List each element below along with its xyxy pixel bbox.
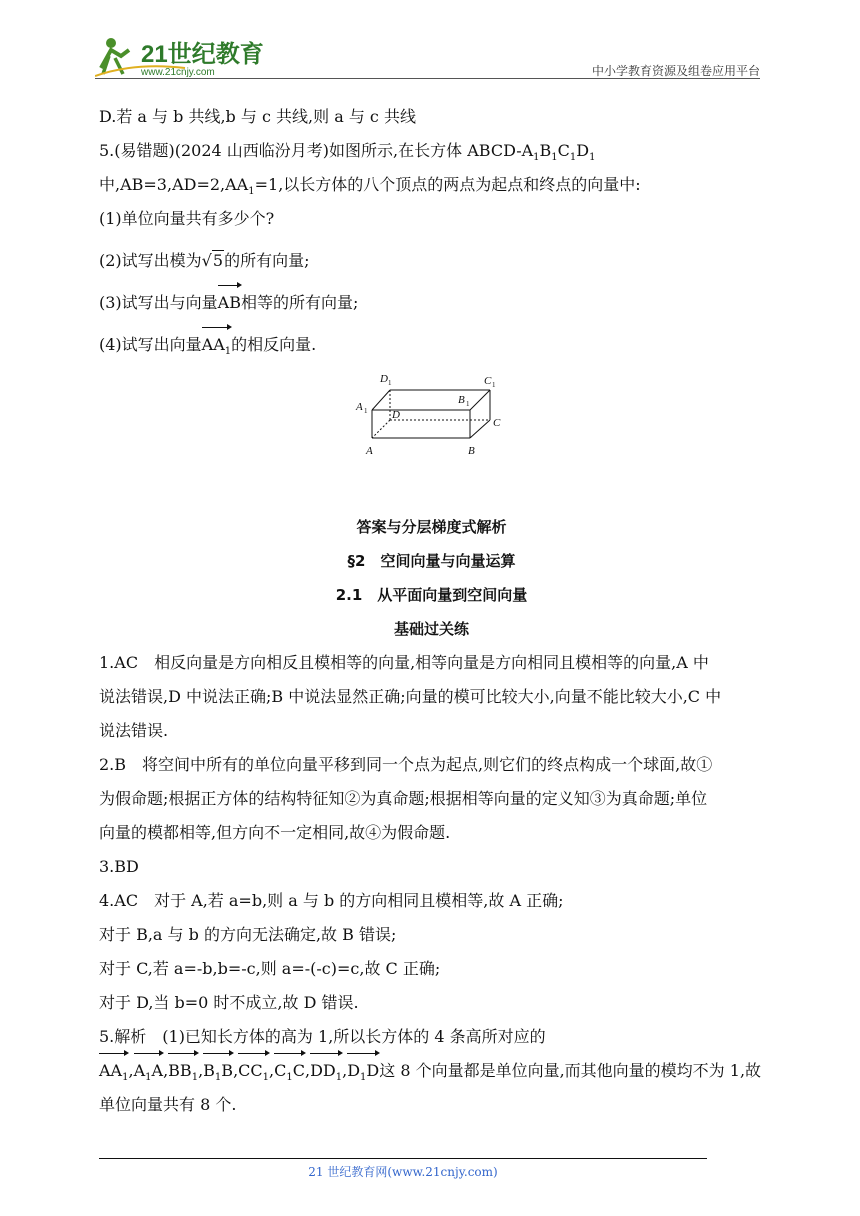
answer-2-line-2: 为假命题;根据正方体的结构特征知②为真命题;根据相等向量的定义知③为真命题;单位 <box>99 789 708 808</box>
question-5-intro: 5.(易错题)(2024 山西临汾月考)如图所示,在长方体 ABCD-$A_1B_1C_1D_1$ <box>99 141 596 164</box>
answer-2-line-1: 2.B 将空间中所有的单位向量平移到同一个点为起点,则它们的终点构成一个球面,故① <box>99 755 713 774</box>
label-a: A <box>366 445 373 457</box>
question-5-cont: 中$,AB=3,AD=2,AA_1=1$,以长方体的八个顶点的两点为起点和终点的向量中: <box>99 175 641 198</box>
footer-text: 21 世纪教育网(www.21cnjy.com) <box>308 1165 498 1179</box>
header-rule <box>95 78 760 79</box>
q2-text-a: (2)试写出模为 <box>99 251 202 270</box>
document-body <box>99 100 764 1122</box>
answer-5-vectors: $AA_1,A_1A,BB_1,B_1B,CC_1,C_1C,DD_1,D_1D$这 8 个向量都是单位向量,而其他向量的模均不为 1,故 <box>99 1054 764 1088</box>
logo-url: www.21cnjy.com <box>141 67 215 78</box>
q5-text-a: 5.(易错题)(2024 山西临汾月考)如图所示,在长方体 ABCD-A <box>99 141 534 160</box>
vec-dd1: $DD_1$ <box>310 1054 342 1095</box>
answer-4-line-4: 对于 D,当 b=0 时不成立,故 D 错误. <box>99 993 359 1012</box>
q5-text-c: =1,以长方体的八个顶点的两点为起点和终点的向量中: <box>254 175 641 194</box>
label-c: C <box>493 417 501 429</box>
question-5-3 <box>99 286 764 320</box>
answer-1-line-3: 说法错误. <box>99 721 169 740</box>
vector-aa1: $AA_1$ <box>202 328 231 369</box>
answer-5-line-1: 5.解析 (1)已知长方体的高为 1,所以长方体的 4 条高所对应的 <box>99 1027 546 1046</box>
label-b: B <box>468 445 475 457</box>
question-5-2 <box>99 244 764 278</box>
vec-c1c: $C_1C$ <box>274 1054 305 1095</box>
cuboid-figure <box>352 368 512 460</box>
q2-text-b: 的所有向量; <box>224 251 310 270</box>
vector-ab: AB <box>218 286 241 320</box>
sqrt-5: √5 <box>201 251 224 270</box>
vec-bb1: $BB_1$ <box>168 1054 198 1095</box>
answer-1-line-1: 1.AC 相反向量是方向相反且模相等的向量,相等向量是方向相同且模相等的向量,A 中 <box>99 653 709 672</box>
section-title: §2 空间向量与向量运算 <box>347 552 516 570</box>
label-d1: D <box>380 373 388 385</box>
vec-cc1: $CC_1$ <box>238 1054 269 1095</box>
label-d: D <box>392 409 400 421</box>
answer-1-line-2: 说法错误,D 中说法正确;B 中说法显然正确;向量的模可比较大小,向量不能比较大小,C 中 <box>99 687 722 706</box>
platform-name: 中小学教育资源及组卷应用平台 <box>591 64 760 78</box>
label-c1-sub: 1 <box>492 381 496 389</box>
answer-5-tail: 这 8 个向量都是单位向量,而其他向量的模均不为 1,故 <box>379 1061 762 1080</box>
answers-title: 答案与分层梯度式解析 <box>356 518 507 536</box>
answer-2-line-3: 向量的模都相等,但方向不一定相同,故④为假命题. <box>99 823 451 842</box>
subsection-title: 2.1 从平面向量到空间向量 <box>335 586 528 604</box>
label-a1: A <box>356 401 363 413</box>
q4-text-b: 的相反向量. <box>231 335 317 354</box>
label-a1-sub: 1 <box>364 407 368 415</box>
question-5-1: (1)单位向量共有多少个? <box>99 209 275 228</box>
logo-icon <box>95 34 265 78</box>
logo-text: 21世纪教育 <box>141 41 264 68</box>
option-d: D.若 a 与 b 共线,b 与 c 共线,则 a 与 c 共线 <box>99 107 416 126</box>
sqrt-radicand: 5 <box>212 251 224 270</box>
answer-4-line-1: 4.AC 对于 A,若 a=b,则 a 与 b 的方向相同且模相等,故 A 正确; <box>99 891 564 910</box>
footer-rule <box>99 1158 707 1159</box>
answer-3: 3.BD <box>99 857 139 876</box>
label-d1-sub: 1 <box>388 379 392 387</box>
answer-4-line-3: 对于 C,若 a=-b,b=-c,则 a=-(-c)=c,故 C 正确; <box>99 959 441 978</box>
q3-text-b: 相等的所有向量; <box>240 293 359 312</box>
level-title: 基础过关练 <box>393 620 469 638</box>
q3-text-a: (3)试写出与向量 <box>99 293 218 312</box>
vec-b1b: $B_1B$ <box>203 1054 233 1095</box>
vec-a1a: $A_1A$ <box>134 1054 164 1095</box>
answer-4-line-2: 对于 B,a 与 b 的方向无法确定,故 B 错误; <box>99 925 397 944</box>
label-b1: B <box>458 394 465 406</box>
answer-5-line-3: 单位向量共有 8 个. <box>99 1095 237 1114</box>
q5-text-b: 中,AB=3,AD=2,AA <box>99 175 249 194</box>
label-b1-sub: 1 <box>466 400 470 408</box>
page-header <box>95 34 760 80</box>
vector-aa1-text: AA <box>201 335 225 354</box>
vec-aa1: $AA_1$ <box>99 1054 128 1095</box>
vec-d1d: $D_1D$ <box>347 1054 379 1095</box>
label-c1: C <box>484 375 492 387</box>
q4-text-a: (4)试写出向量 <box>99 335 202 354</box>
question-5-4 <box>99 328 764 362</box>
